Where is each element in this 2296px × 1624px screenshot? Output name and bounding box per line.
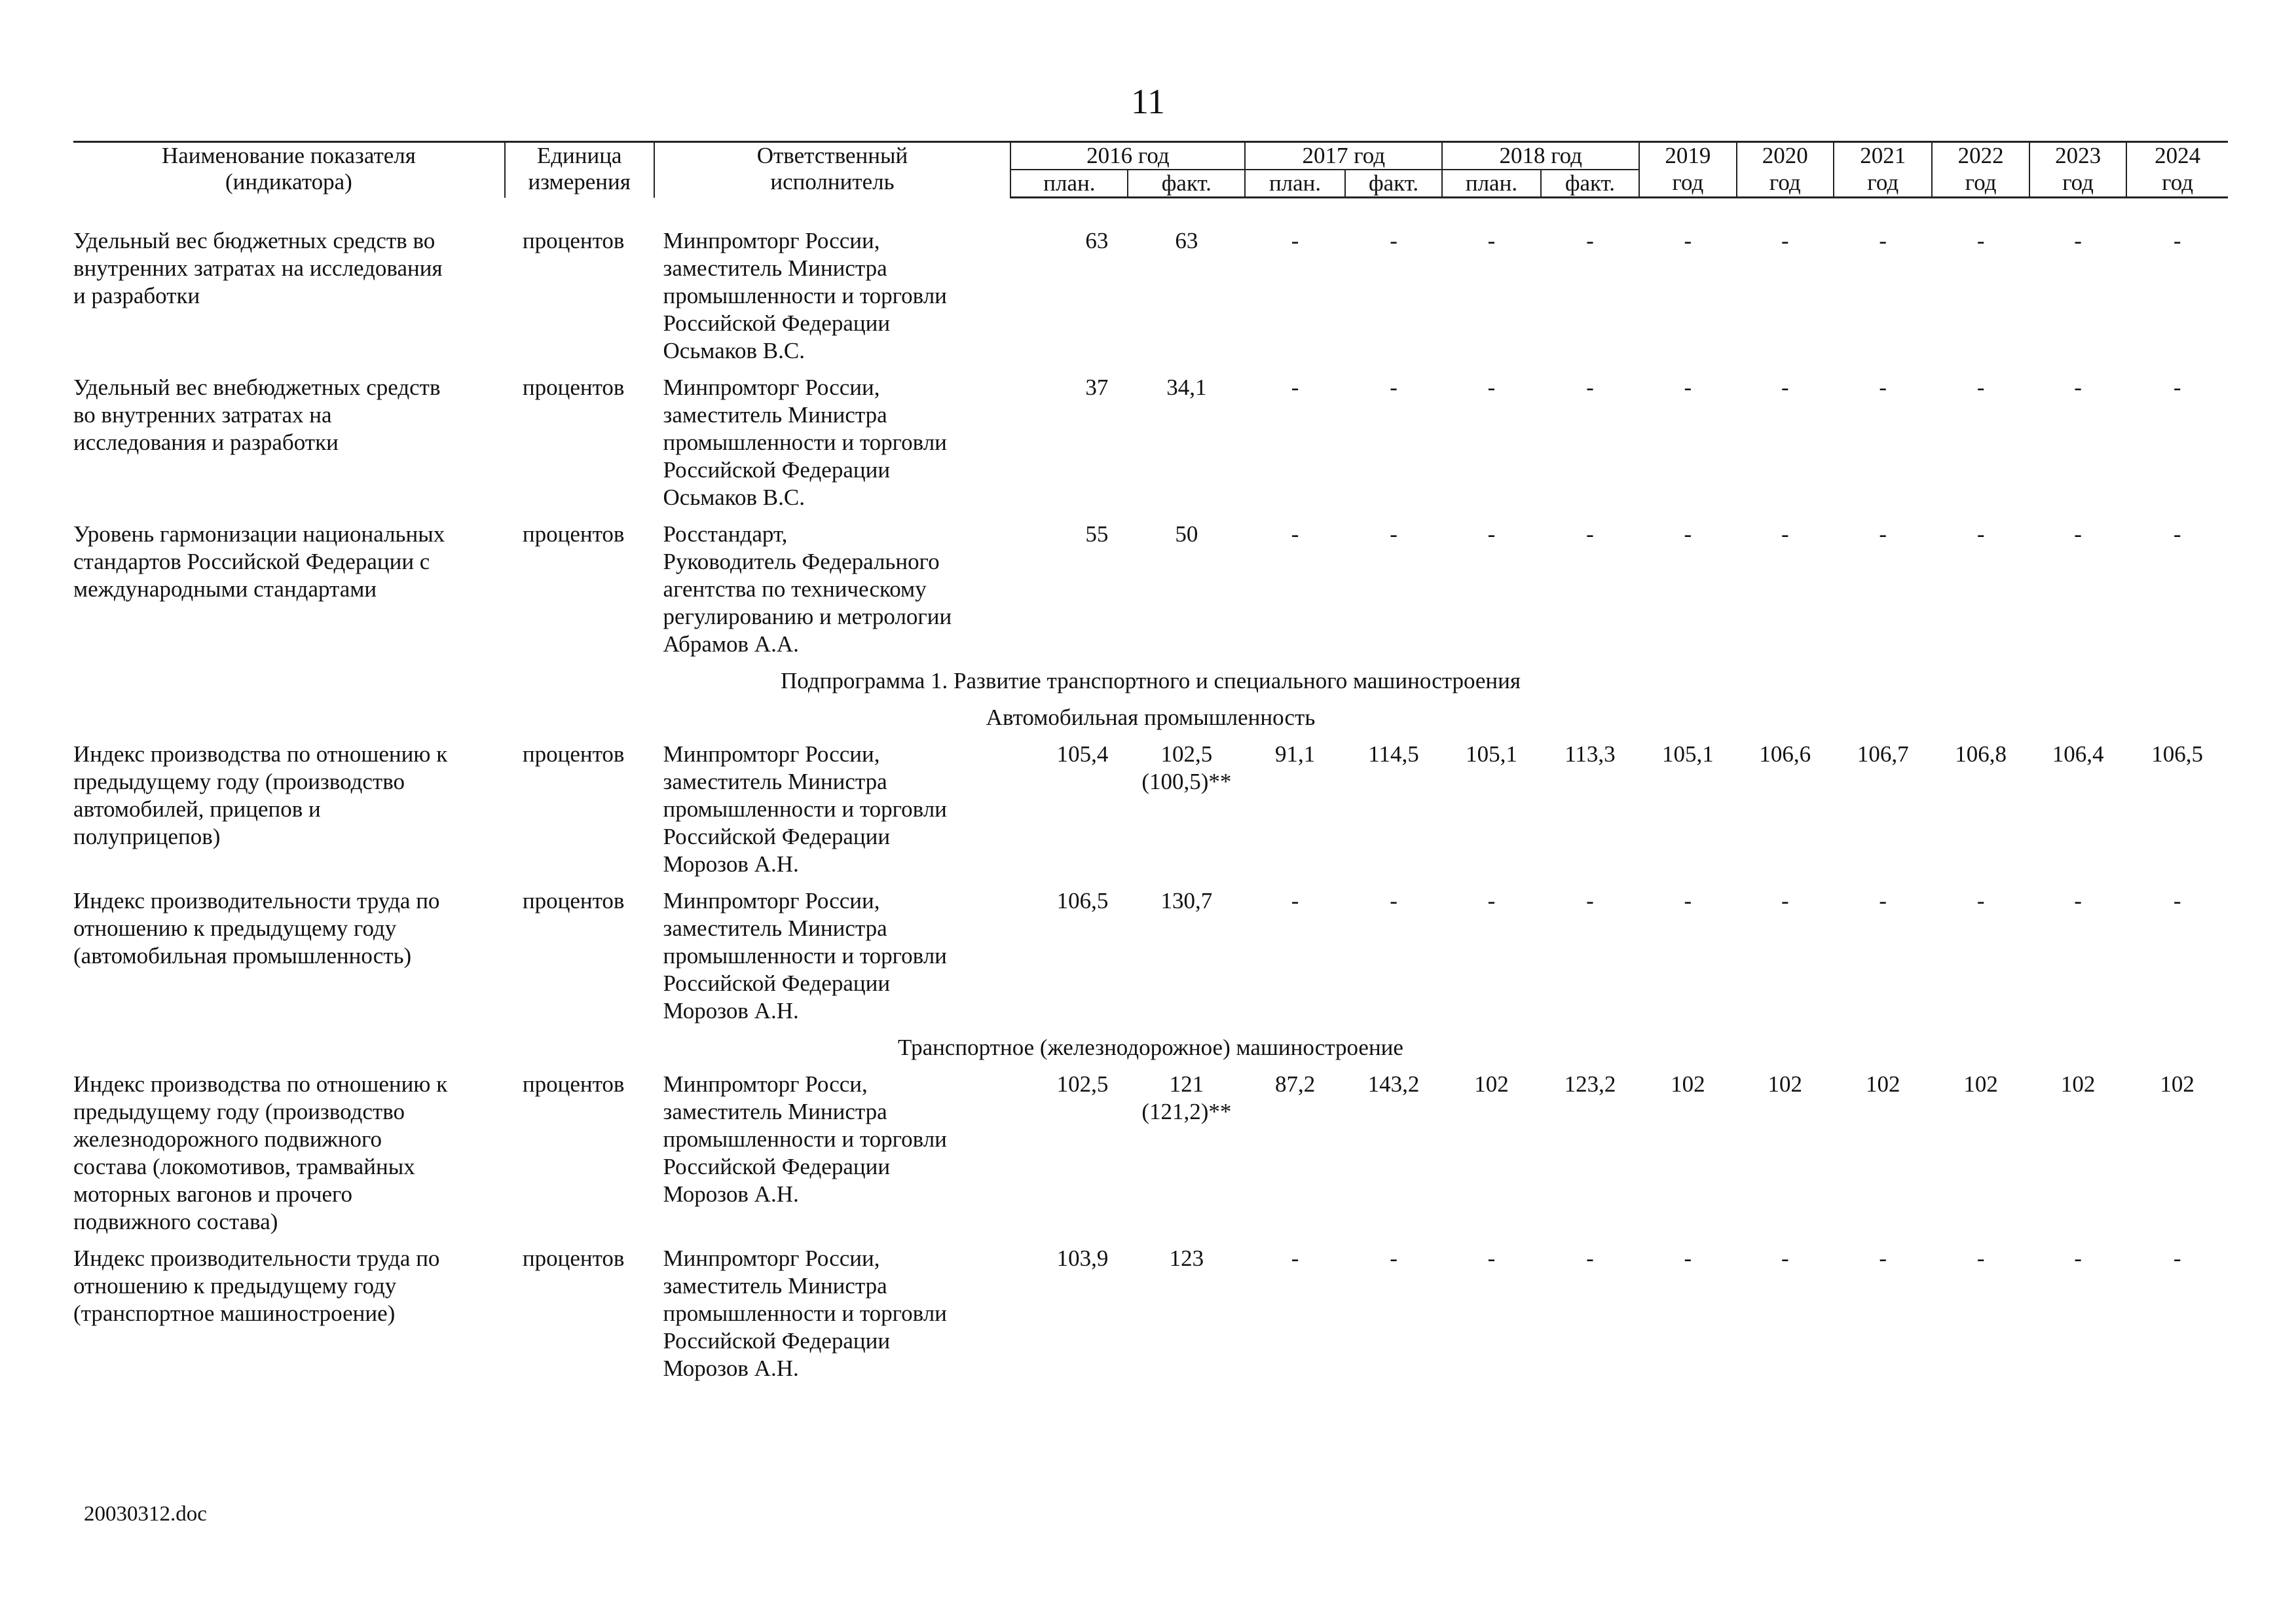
value-cell: - — [1291, 375, 1299, 400]
section-heading — [73, 667, 2228, 704]
header-2021: 2021 — [1834, 142, 1932, 170]
value-cell: - — [1586, 375, 1594, 400]
value-cell: - — [1879, 521, 1887, 547]
value-cell: - — [1684, 888, 1692, 913]
value-cell: - — [1586, 228, 1594, 253]
header-2022-word: год — [1932, 170, 2029, 198]
header-unit: Единица измерения — [505, 142, 654, 198]
value-cell: 102 — [2060, 1071, 2096, 1097]
value-cell: - — [1390, 375, 1398, 400]
value-cell: - — [1684, 228, 1692, 253]
value-cell: - — [1586, 1246, 1594, 1271]
table-row — [73, 521, 2228, 667]
page-number: 11 — [1131, 82, 1165, 121]
table-row — [73, 1071, 2228, 1245]
value-cell: 106,5 — [1056, 888, 1109, 913]
value-cell: 63 — [1175, 228, 1198, 253]
header-2023-word: год — [2029, 170, 2126, 198]
value-cell: - — [1976, 521, 1985, 547]
value-cell: - — [2074, 375, 2082, 400]
value-cell: - — [1781, 1246, 1789, 1271]
value-cell: - — [1879, 1246, 1887, 1271]
value-cell: 143,2 — [1367, 1071, 1420, 1097]
header-2016-plan: план. — [1010, 170, 1128, 198]
value-cell: - — [1976, 375, 1985, 400]
value-cell: - — [1487, 375, 1496, 400]
value-cell: 106,7 — [1857, 741, 1909, 767]
indicator-name: Удельный вес бюджетных средств во внутренних затратах на исследования и разработки — [73, 228, 443, 308]
value-cell: 34,1 — [1166, 375, 1207, 400]
value-cell: - — [1291, 1246, 1299, 1271]
value-cell: - — [2173, 1246, 2181, 1271]
responsible-cell: Минпромторг России, заместитель Министра промышленности и торговли Российской Федерации Морозов А.Н. — [663, 1246, 947, 1381]
indicator-name: Индекс производства по отношению к предыдущему году (производство железнодорожного подвижного состава (локомотивов, трамвайных моторных вагонов и прочего подвижного состава) — [73, 1071, 448, 1234]
value-footnote: (121,2)** — [1141, 1099, 1232, 1124]
value-cell: 123,2 — [1564, 1071, 1616, 1097]
header-name: Наименование показателя (индикатора) — [73, 142, 505, 198]
section-heading-title: Подпрограмма 1. Развитие транспортного и специального машиностроения — [781, 668, 1521, 693]
value-cell: - — [1291, 228, 1299, 253]
header-2024-word: год — [2126, 170, 2228, 198]
value-cell: 50 — [1175, 521, 1198, 547]
indicator-name: Уровень гармонизации национальных стандартов Российской Федерации с международными стандартами — [73, 521, 445, 602]
value-cell: - — [1487, 228, 1496, 253]
header-2020-word: год — [1737, 170, 1834, 198]
value-cell: 103,9 — [1056, 1246, 1109, 1271]
value-cell: - — [2074, 1246, 2082, 1271]
header-2018-fact: факт. — [1541, 170, 1639, 198]
header-2018-plan: план. — [1442, 170, 1540, 198]
subsection-heading-title: Автомобильная промышленность — [986, 705, 1316, 730]
table-row — [73, 374, 2228, 521]
value-cell: - — [1586, 521, 1594, 547]
header-2018: 2018 год — [1442, 142, 1639, 170]
value-cell: - — [1487, 1246, 1496, 1271]
value-cell: 121 (121,2)** — [1128, 1071, 1245, 1245]
value-cell: - — [2074, 228, 2082, 253]
responsible-cell: Минпромторг Росси, заместитель Министра промышленности и торговли Российской Федерации Морозов А.Н. — [663, 1071, 947, 1207]
value-cell: 102 — [1963, 1071, 1998, 1097]
value-cell: 130,7 — [1160, 888, 1213, 913]
value-cell: - — [1586, 888, 1594, 913]
responsible-cell: Росстандарт, Руководитель Федерального агентства по техническому регулированию и метрологии Абрамов А.А. — [663, 521, 952, 657]
indicators-table — [73, 141, 2228, 1392]
unit-cell: процентов — [522, 741, 625, 767]
value-cell: - — [1879, 375, 1887, 400]
value-cell: - — [1976, 888, 1985, 913]
value-cell: - — [1976, 228, 1985, 253]
value-cell: 105,4 — [1056, 741, 1109, 767]
value-cell: 63 — [1085, 228, 1109, 253]
value-cell: - — [1684, 375, 1692, 400]
value-cell: - — [1781, 521, 1789, 547]
value-cell: - — [1291, 888, 1299, 913]
value-cell: - — [1291, 521, 1299, 547]
header-2017-fact: факт. — [1345, 170, 1442, 198]
header-2016-fact: факт. — [1128, 170, 1245, 198]
table-row — [73, 741, 2228, 887]
indicator-name: Индекс производства по отношению к предыдущему году (производство автомобилей, прицепов и полуприцепов) — [73, 741, 448, 849]
responsible-cell: Минпромторг России, заместитель Министра промышленности и торговли Российской Федерации Осьмаков В.С. — [663, 228, 947, 363]
unit-cell: процентов — [522, 521, 625, 547]
value-cell: - — [1390, 228, 1398, 253]
value-cell: 91,1 — [1274, 741, 1316, 767]
value-cell: 87,2 — [1274, 1071, 1316, 1097]
value-cell: - — [1781, 888, 1789, 913]
value-cell: - — [2173, 228, 2181, 253]
value-cell: - — [2074, 888, 2082, 913]
unit-cell: процентов — [522, 228, 625, 253]
indicator-name: Индекс производительности труда по отношению к предыдущему году (автомобильная промышленность) — [73, 888, 440, 969]
value-cell: - — [1879, 228, 1887, 253]
header-2020: 2020 — [1737, 142, 1834, 170]
value-cell: - — [1781, 228, 1789, 253]
value-cell: - — [1390, 521, 1398, 547]
value-cell: 102 — [1474, 1071, 1509, 1097]
responsible-cell: Минпромторг России, заместитель Министра промышленности и торговли Российской Федерации Морозов А.Н. — [663, 741, 947, 877]
value-cell: 102,5 — [1056, 1071, 1109, 1097]
value-cell: - — [1684, 1246, 1692, 1271]
indicator-name: Индекс производительности труда по отношению к предыдущему году (транспортное машиностроение) — [73, 1246, 440, 1326]
value-cell: 55 — [1085, 521, 1109, 547]
unit-cell: процентов — [522, 888, 625, 913]
value-cell: - — [2173, 521, 2181, 547]
header-2017: 2017 год — [1245, 142, 1442, 170]
responsible-cell: Минпромторг России, заместитель Министра промышленности и торговли Российской Федерации Морозов А.Н. — [663, 888, 947, 1024]
value-cell: - — [1684, 521, 1692, 547]
value-cell: 102 — [1671, 1071, 1705, 1097]
value-cell: 102,5 (100,5)** — [1128, 741, 1245, 887]
value-cell: 102 — [1865, 1071, 1900, 1097]
footer-filename: 20030312.doc — [84, 1502, 207, 1526]
subsection-heading — [73, 1034, 2228, 1071]
value-cell: - — [1781, 375, 1789, 400]
header-responsible: Ответственный исполнитель — [654, 142, 1011, 198]
value-cell: - — [1879, 888, 1887, 913]
unit-cell: процентов — [522, 375, 625, 400]
header-2016: 2016 год — [1010, 142, 1245, 170]
value-cell: 106,6 — [1759, 741, 1811, 767]
indicator-name: Удельный вес внебюджетных средств во внутренних затратах на исследования и разработки — [73, 375, 441, 455]
value-cell: 105,1 — [1466, 741, 1517, 767]
header-2022: 2022 — [1932, 142, 2029, 170]
value-cell: 106,8 — [1955, 741, 2007, 767]
value-cell: - — [2074, 521, 2082, 547]
value-cell: - — [1390, 1246, 1398, 1271]
value-cell: - — [1487, 888, 1496, 913]
value-cell: - — [1487, 521, 1496, 547]
subsection-heading — [73, 704, 2228, 741]
value-cell: - — [1976, 1246, 1985, 1271]
value-cell: - — [1390, 888, 1398, 913]
responsible-cell: Минпромторг России, заместитель Министра промышленности и торговли Российской Федерации Осьмаков В.С. — [663, 375, 947, 510]
unit-cell: процентов — [522, 1246, 625, 1271]
unit-cell: процентов — [522, 1071, 625, 1097]
value-cell: 37 — [1085, 375, 1109, 400]
header-2021-word: год — [1834, 170, 1932, 198]
header-row-1 — [73, 142, 2228, 170]
table-row — [73, 887, 2228, 1034]
value-cell: 106,4 — [2052, 741, 2104, 767]
value-cell: 114,5 — [1368, 741, 1419, 767]
value-cell: 102 — [2160, 1071, 2194, 1097]
header-2024: 2024 — [2126, 142, 2228, 170]
header-2019-word: год — [1639, 170, 1736, 198]
value-cell: - — [2173, 888, 2181, 913]
value-cell: 113,3 — [1565, 741, 1616, 767]
header-2017-plan: план. — [1245, 170, 1345, 198]
value-footnote: (100,5)** — [1141, 769, 1232, 794]
value-cell: 123 — [1169, 1246, 1204, 1271]
value-cell: - — [2173, 375, 2181, 400]
header-2023: 2023 — [2029, 142, 2126, 170]
subsection-heading-title: Транспортное (железнодорожное) машиностроение — [898, 1035, 1403, 1060]
header-2019: 2019 — [1639, 142, 1736, 170]
value-cell: 102 — [1768, 1071, 1803, 1097]
value-cell: 105,1 — [1662, 741, 1714, 767]
value-cell: 106,5 — [2151, 741, 2204, 767]
table-row — [73, 227, 2228, 374]
table-row — [73, 1245, 2228, 1392]
